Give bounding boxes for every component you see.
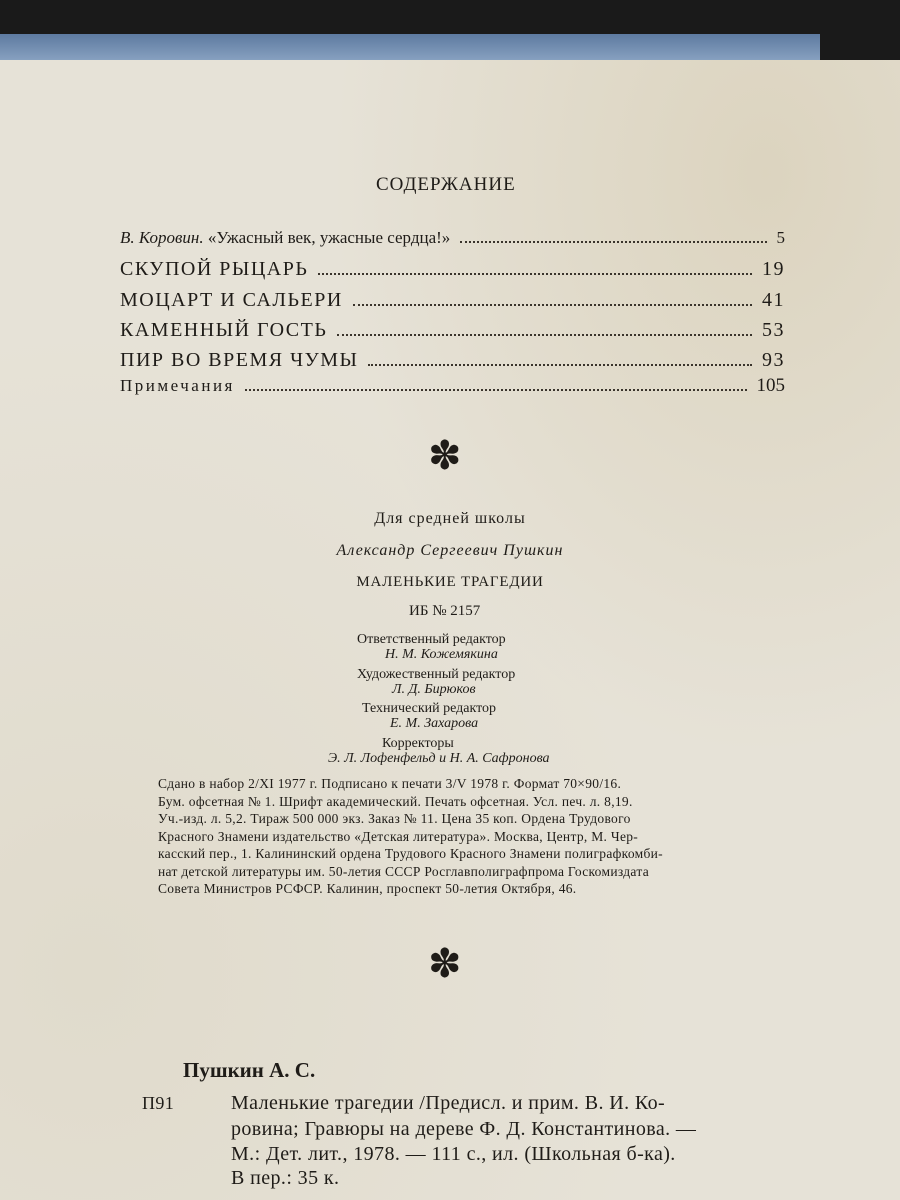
toc-entry-title: «Ужасный век, ужасные сердца!» [207,228,451,247]
colophon-line: Сдано в набор 2/XI 1977 г. Подписано к печати 3/V 1978 г. Формат 70×90/16. [158,776,622,791]
toc-entry-title: Примечания [120,376,235,395]
staff-role: Корректоры [382,736,454,751]
biblio-line: Маленькие трагедии /Предисл. и прим. В. И. Ко- [231,1092,666,1114]
toc-leader-dots [460,241,766,243]
staff-name: Э. Л. Лофенфельд и Н. А. Сафронова [328,751,550,766]
biblio-index: П91 [142,1093,175,1113]
colophon-line: Уч.-изд. л. 5,2. Тираж 500 000 экз. Заказ № 11. Цена 35 коп. Ордена Трудового [158,811,631,826]
staff-role: Ответственный редактор [357,632,506,647]
colophon-line: Бум. офсетная № 1. Шрифт академический. Печать офсетная. Усл. печ. л. 8,19. [158,793,633,809]
toc-entry-page: 19 [762,258,785,280]
toc-leader-dots [318,273,752,275]
toc-entry-page: 41 [762,289,785,311]
staff-name: Н. М. Кожемякина [385,647,498,662]
toc-leader-dots [353,304,752,306]
toc-leader-dots [337,334,752,336]
toc-entry-title: СКУПОЙ РЫЦАРЬ [120,258,309,280]
colophon-line: Красного Знамени издательство «Детская литература». Москва, Центр, М. Чер- [158,828,639,844]
book-cover-edge [0,34,820,62]
toc-entry-page: 93 [762,349,785,371]
colophon-line: касский пер., 1. Калининский ордена Трудового Красного Знамени полиграфкомби- [158,846,663,861]
staff-role: Технический редактор [362,701,497,716]
staff-name: Е. М. Захарова [390,716,479,731]
toc-entry-author: В. Коровин. [120,228,204,247]
imprint-audience: Для средней школы [374,510,526,527]
biblio-line: ровина; Гравюры на дереве Ф. Д. Константинова. — [231,1118,697,1140]
toc-entry-page: 53 [762,319,785,341]
imprint-book-title: МАЛЕНЬКИЕ ТРАГЕДИИ [356,574,544,590]
toc-entry [120,258,785,286]
toc-entry [120,349,785,377]
colophon-line: нат детской литературы им. 50-летия СССР Росглавполиграфпрома Госкомиздата [158,863,650,879]
ornament-icon: ✽ [428,941,462,986]
colophon [158,775,663,898]
toc-leader-dots [368,364,752,366]
toc-heading: СОДЕРЖАНИЕ [376,174,516,195]
toc-entry-title: МОЦАРТ И САЛЬЕРИ [120,289,343,311]
biblio-line: В пер.: 35 к. [231,1167,340,1189]
toc-entry [120,228,785,256]
staff-role: Художественный редактор [357,667,516,682]
toc-entry [120,289,785,317]
toc-leader-dots [245,389,747,391]
imprint-ib-number: ИБ № 2157 [409,603,481,619]
toc-entry-page: 5 [776,228,785,247]
toc-entry-title: ПИР ВО ВРЕМЯ ЧУМЫ [120,349,359,371]
toc-entry [120,375,785,403]
toc-entry-page: 105 [756,375,785,396]
staff-name: Л. Д. Бирюков [392,682,476,697]
colophon-line: Совета Министров РСФСР. Калинин, проспект 50-летия Октября, 46. [158,881,577,896]
biblio-line: М.: Дет. лит., 1978. — 111 с., ил. (Школьная б-ка). [231,1143,676,1165]
imprint-author: Александр Сергеевич Пушкин [336,542,564,559]
ornament-icon: ✽ [428,433,462,478]
toc-entry-title: КАМЕННЫЙ ГОСТЬ [120,319,328,341]
toc-entry [120,319,785,347]
biblio-author: Пушкин А. С. [183,1058,316,1082]
